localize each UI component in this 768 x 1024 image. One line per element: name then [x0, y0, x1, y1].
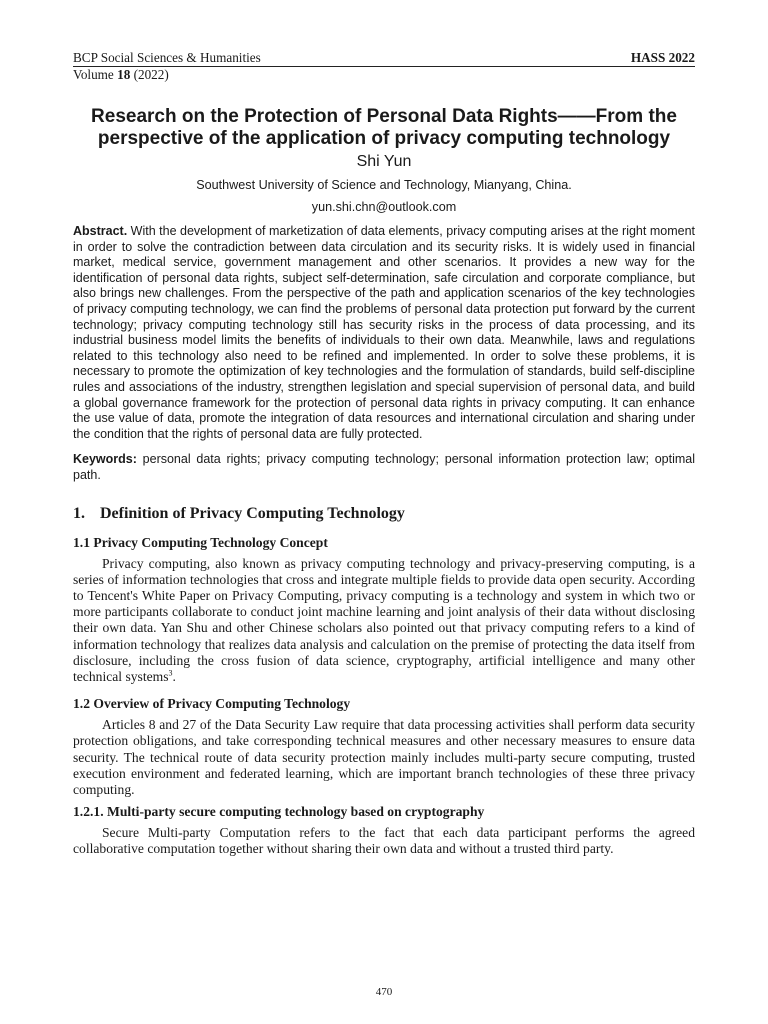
paper-title: Research on the Protection of Personal Data Rights——From the perspective of the application of privacy computing technology	[91, 106, 677, 149]
journal-name: BCP Social Sciences & Humanities	[73, 50, 261, 65]
volume-year: (2022)	[130, 67, 169, 82]
author-affiliation: Southwest University of Science and Technology, Mianyang, China.	[196, 178, 572, 192]
keywords	[73, 452, 695, 483]
section-1-1-heading: 1.1 Privacy Computing Technology Concept	[73, 534, 328, 550]
section-1-title: Definition of Privacy Computing Technology	[100, 504, 405, 522]
section-1-1-text: Privacy computing, also known as privacy computing technology and privacy-preserving computing, is a series of information technologies that cross and integrate multiple fields to provide data open security. According to Tencent's White Paper on Privacy Computing, privacy computing is a technology and system in which two or more participants collaborate to conduct joint machine learning and joint analysis of their data without disclosing their own data. Yan Shu and other Chinese scholars also pointed out that privacy computing refers to a kind of information technology that realizes data analysis and calculation on the premise of protecting the data itself from disclosure, including the cross fusion of data science, cryptography, artificial intelligence and many other technical systems	[73, 555, 695, 684]
volume-line	[73, 67, 695, 83]
page-number: 470	[375, 986, 393, 998]
abstract-label: Abstract.	[73, 224, 128, 238]
abstract-text: With the development of marketization of data elements, privacy computing arises at the right moment in order to solve the contradiction between data circulation and its security risks. It is widely used in financial market, medical service, government management and other scenarios. It provides a new way for the identification of personal data rights, subject self-determination, safe circulation and corporate compliance, but also brings new challenges. From the perspective of the path and application scenarios of the key technologies of privacy computing technology, we can find the problems of personal data protection put forward by the current technology; privacy computing technology still has security risks in the process of data processing, and its industrial business model limits the benefits of individuals to their own data. Meanwhile, laws and regulations related to this technology also need to be refined and implemented. In order to solve these problems, it is necessary to promote the optimization of key technologies and the formulation of standards, build self-discipline rules and associations of the industry, strengthen legislation and special supervision of personal data, and build a global governance framework for the protection of personal data rights in privacy computing. It can enhance the use value of data, promote the integration of data resources and international circulation and sharing under the condition that the rights of personal data are fully protected.	[73, 224, 695, 441]
running-header	[73, 50, 695, 67]
section-1-2-heading: 1.2 Overview of Privacy Computing Technology	[73, 696, 351, 712]
paper-page	[73, 50, 695, 858]
author-name: Shi Yun	[356, 153, 412, 170]
section-1-1-paragraph	[73, 556, 695, 686]
section-1-2-paragraph: Articles 8 and 27 of the Data Security Law require that data processing activities shall perform data security protection obligations, and take corresponding technical measures and other necessary measures to ensure data security. The technical route of data security protection mainly includes multi-party secure computing, trusted execution environment and federated learning, which are important branch technologies of these three privacy computing.	[73, 717, 695, 797]
section-1-1-end: .	[172, 668, 176, 684]
section-1-number: 1.	[73, 504, 85, 522]
section-1-2-1-paragraph: Secure Multi-party Computation refers to the fact that each data participant performs the agreed collaborative computation together without sharing their own data and without a trusted third party.	[73, 825, 695, 857]
author-email: yun.shi.chn@outlook.com	[311, 200, 457, 214]
volume-prefix: Volume	[73, 67, 118, 82]
abstract	[73, 224, 695, 442]
volume-number: 18	[117, 67, 131, 82]
citation-superscript: 3	[168, 668, 173, 678]
keywords-label: Keywords:	[73, 452, 137, 467]
section-1-2-1-heading: 1.2.1. Multi-party secure computing technology based on cryptography	[73, 804, 485, 820]
keywords-text: personal data rights; privacy computing technology; personal information protection law; optimal path.	[73, 452, 695, 482]
section-1-heading	[73, 504, 695, 524]
conference-name: HASS 2022	[630, 50, 695, 65]
